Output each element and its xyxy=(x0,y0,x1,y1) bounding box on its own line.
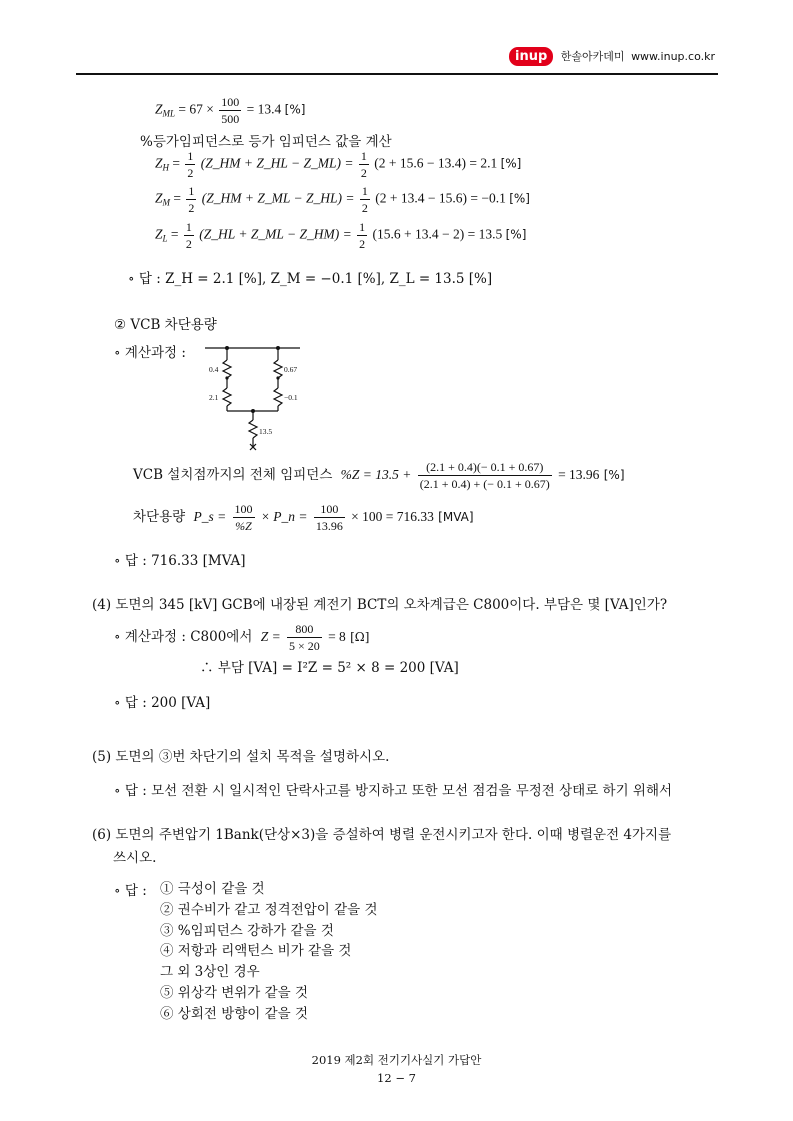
r3-label: 2.1 xyxy=(209,393,219,402)
q5-answer: ∘ 답 : 모선 전환 시 일시적인 단락사고를 방지하고 또한 모선 점검을 무정전 상태로 하기 위해서 xyxy=(114,783,673,799)
breaking-capacity-line: 차단용량 P_s = $\frac{100}{\%Z}$ × P_n = $\frac{100}{13.96}$ × 100 = 716.33 [MVA] xyxy=(133,502,474,533)
header-rule xyxy=(76,73,718,75)
impedance-circuit-diagram xyxy=(200,340,310,460)
zm-equation: $Z_M$ = $\frac{1}{2}$ (Z_HM + Z_ML − Z_HL) = $\frac{1}{2}$ (2 + 13.4 − 15.6) = −0.1 [%] xyxy=(155,184,530,215)
academy-name: 한솔아카데미 xyxy=(560,50,625,63)
list-item: ③ %임피던스 강하가 같을 것 xyxy=(160,922,334,939)
impedance-answer: ∘ 답 : Z_H = 2.1 [%], Z_M = −0.1 [%], Z_L = 13.5 [%] xyxy=(128,271,493,287)
list-item: ④ 저항과 리액턴스 비가 같을 것 xyxy=(160,943,352,960)
q6-answer-list xyxy=(160,879,378,1025)
r1-label: 0.4 xyxy=(209,365,219,374)
header-url: www.inup.co.kr xyxy=(631,50,715,63)
q6-question-line2: 쓰시오. xyxy=(113,850,157,866)
inup-logo: inup xyxy=(509,47,553,66)
zl-equation: $Z_L$ = $\frac{1}{2}$ (Z_HL + Z_ML − Z_HM) = $\frac{1}{2}$ (15.6 + 13.4 − 2) = 13.5 [%] xyxy=(155,220,527,251)
page-number: 12 − 7 xyxy=(377,1071,416,1085)
r5-label: 13.5 xyxy=(259,427,273,436)
q4-question: (4) 도면의 345 [kV] GCB에 내장된 계전기 BCT의 오차계급은 C800이다. 부담은 몇 [VA]인가? xyxy=(92,597,668,613)
vcb-heading: ② VCB 차단용량 xyxy=(114,317,217,333)
list-item: 그 외 3상인 경우 xyxy=(160,964,260,981)
vcb-answer: ∘ 답 : 716.33 [MVA] xyxy=(114,553,246,569)
q4-burden: ∴ 부담 [VA] = I²Z = 5² × 8 = 200 [VA] xyxy=(200,660,459,676)
q6-answer-label: ∘ 답 : xyxy=(114,883,147,899)
zh-equation: $Z_H$ = $\frac{1}{2}$ (Z_HM + Z_HL − Z_ML) = $\frac{1}{2}$ (2 + 15.6 − 13.4) = 2.1 [%] xyxy=(155,149,522,180)
r2-label: 0.67 xyxy=(284,365,298,374)
q5-question: (5) 도면의 ③번 차단기의 설치 목적을 설명하시오. xyxy=(92,749,390,765)
header xyxy=(509,47,715,66)
vcb-process-label: ∘ 계산과정 : xyxy=(114,345,186,361)
total-impedance-line: VCB 설치점까지의 전체 임피던스 %Z = 13.5 + $\frac{(2.1 + 0.4)(- 0.1 + 0.67)}{(2.1 + 0.4) + (- 0.1 + 0.67)}$ = 13.96 [%] xyxy=(133,460,625,491)
q4-process: ∘ 계산과정 : C800에서 Z = $\frac{800}{5 \times 20}$ = 8 [Ω] xyxy=(114,622,370,653)
list-item: ① 극성이 같을 것 xyxy=(160,881,265,897)
zml-equation: $Z_{ML} = 67$ × $\frac{100}{500}$ = 13.4 [%] xyxy=(155,95,306,126)
r4-label: −0.1 xyxy=(284,393,298,402)
q4-answer: ∘ 답 : 200 [VA] xyxy=(114,695,211,711)
list-item: ② 권수비가 같고 정격전압이 같을 것 xyxy=(160,901,378,918)
equiv-note: %등가임피던스로 등가 임피던스 값을 계산 xyxy=(140,134,392,150)
list-item: ⑥ 상회전 방향이 같을 것 xyxy=(160,1005,309,1022)
footer-title: 2019 제2회 전기기사실기 가답안 xyxy=(311,1053,482,1067)
q6-question-line1: (6) 도면의 주변압기 1Bank(단상×3)을 증설하여 병렬 운전시키고자 한다. 이때 병렬운전 4가지를 xyxy=(92,827,672,843)
list-item: ⑤ 위상각 변위가 같을 것 xyxy=(160,984,309,1001)
